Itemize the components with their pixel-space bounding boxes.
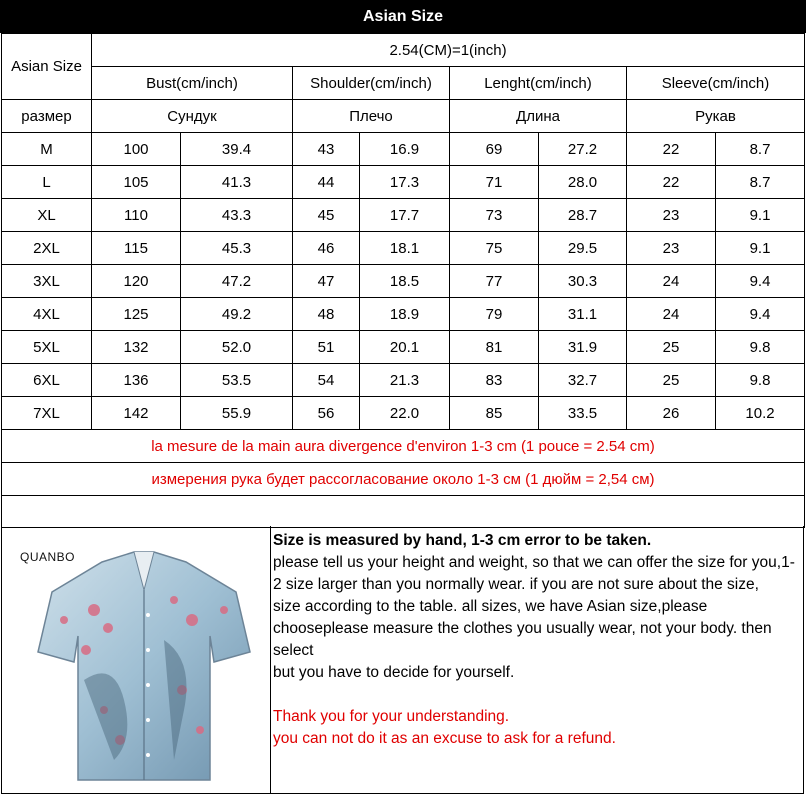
- bust-in-cell: 39.4: [181, 133, 293, 166]
- shoulder-cm-cell: 46: [293, 232, 360, 265]
- size-table: [1, 33, 805, 528]
- bust-header-ru: Сундук: [92, 100, 293, 133]
- length-cm-cell: 69: [450, 133, 539, 166]
- shoulder-header: Shoulder(cm/inch): [293, 67, 450, 100]
- shoulder-cm-cell: 51: [293, 331, 360, 364]
- product-image-cell: [2, 526, 270, 793]
- sleeve-in-cell: 9.1: [716, 232, 805, 265]
- bust-cm-cell: 110: [92, 199, 181, 232]
- length-header: Lenght(cm/inch): [450, 67, 627, 100]
- bust-in-cell: 47.2: [181, 265, 293, 298]
- asian-size-header: Asian Size: [2, 34, 92, 100]
- table-row: [2, 166, 805, 199]
- length-cm-cell: 81: [450, 331, 539, 364]
- sleeve-cm-cell: 23: [627, 232, 716, 265]
- header-row-conversion: [2, 34, 805, 67]
- sleeve-cm-cell: 24: [627, 265, 716, 298]
- sleeve-cm-cell: 26: [627, 397, 716, 430]
- length-in-cell: 32.7: [539, 364, 627, 397]
- length-cm-cell: 75: [450, 232, 539, 265]
- table-row: [2, 331, 805, 364]
- sleeve-cm-cell: 25: [627, 364, 716, 397]
- length-in-cell: 29.5: [539, 232, 627, 265]
- shoulder-in-cell: 22.0: [360, 397, 450, 430]
- bust-cm-cell: 120: [92, 265, 181, 298]
- shoulder-in-cell: 17.3: [360, 166, 450, 199]
- shoulder-in-cell: 20.1: [360, 331, 450, 364]
- bust-cm-cell: 136: [92, 364, 181, 397]
- sleeve-cm-cell: 24: [627, 298, 716, 331]
- sleeve-cm-cell: 25: [627, 331, 716, 364]
- sleeve-in-cell: 9.8: [716, 364, 805, 397]
- bust-in-cell: 45.3: [181, 232, 293, 265]
- length-cm-cell: 83: [450, 364, 539, 397]
- header-row-en: [2, 67, 805, 100]
- shoulder-cm-cell: 45: [293, 199, 360, 232]
- bust-cm-cell: 100: [92, 133, 181, 166]
- bust-in-cell: 49.2: [181, 298, 293, 331]
- sleeve-in-cell: 9.8: [716, 331, 805, 364]
- sleeve-cm-cell: 22: [627, 166, 716, 199]
- bust-in-cell: 53.5: [181, 364, 293, 397]
- shoulder-header-ru: Плечо: [293, 100, 450, 133]
- sleeve-in-cell: 9.1: [716, 199, 805, 232]
- column-divider: [270, 526, 271, 793]
- size-cell: 2XL: [2, 232, 92, 265]
- razmer-header: размер: [2, 100, 92, 133]
- bust-cm-cell: 132: [92, 331, 181, 364]
- shoulder-in-cell: 17.7: [360, 199, 450, 232]
- shoulder-in-cell: 18.5: [360, 265, 450, 298]
- size-cell: 6XL: [2, 364, 92, 397]
- length-cm-cell: 77: [450, 265, 539, 298]
- length-cm-cell: 85: [450, 397, 539, 430]
- bust-cm-cell: 115: [92, 232, 181, 265]
- shirt-image: [24, 540, 264, 790]
- refund-text: you can not do it as an excuse to ask for a refund.: [273, 730, 616, 747]
- sleeve-header-ru: Рукав: [627, 100, 805, 133]
- thanks-text: Thank you for your understanding.: [273, 708, 510, 725]
- blank-row: [2, 496, 805, 528]
- product-info-section: [1, 526, 804, 794]
- blank-cell: [2, 496, 805, 528]
- table-row: [2, 232, 805, 265]
- sleeve-cm-cell: 23: [627, 199, 716, 232]
- size-cell: M: [2, 133, 92, 166]
- sleeve-header: Sleeve(cm/inch): [627, 67, 805, 100]
- note-row-french: [2, 430, 805, 463]
- length-cm-cell: 73: [450, 199, 539, 232]
- table-row: [2, 265, 805, 298]
- shoulder-in-cell: 16.9: [360, 133, 450, 166]
- length-in-cell: 28.7: [539, 199, 627, 232]
- bust-cm-cell: 125: [92, 298, 181, 331]
- length-cm-cell: 71: [450, 166, 539, 199]
- bust-in-cell: 52.0: [181, 331, 293, 364]
- sleeve-in-cell: 9.4: [716, 298, 805, 331]
- length-in-cell: 31.9: [539, 331, 627, 364]
- brand-logo: QUANBO: [20, 550, 76, 564]
- shoulder-cm-cell: 47: [293, 265, 360, 298]
- bust-cm-cell: 142: [92, 397, 181, 430]
- bust-cm-cell: 105: [92, 166, 181, 199]
- header-row-ru: [2, 100, 805, 133]
- shoulder-cm-cell: 43: [293, 133, 360, 166]
- russian-note: измерения рука будет рассогласование около 1-3 см (1 дюйм = 2,54 см): [2, 463, 805, 496]
- sleeve-cm-cell: 22: [627, 133, 716, 166]
- sleeve-in-cell: 10.2: [716, 397, 805, 430]
- table-row: [2, 364, 805, 397]
- shoulder-cm-cell: 56: [293, 397, 360, 430]
- length-in-cell: 33.5: [539, 397, 627, 430]
- description-line-1: please tell us your height and weight, so that we can offer the size for you,1-2 size larger than you normally wear. if you are not sure about the size,: [273, 554, 795, 593]
- size-cell: L: [2, 166, 92, 199]
- bust-in-cell: 41.3: [181, 166, 293, 199]
- length-in-cell: 28.0: [539, 166, 627, 199]
- bust-in-cell: 55.9: [181, 397, 293, 430]
- conversion-header: 2.54(CM)=1(inch): [92, 34, 805, 67]
- bust-header: Bust(cm/inch): [92, 67, 293, 100]
- length-in-cell: 31.1: [539, 298, 627, 331]
- shoulder-cm-cell: 48: [293, 298, 360, 331]
- bust-in-cell: 43.3: [181, 199, 293, 232]
- sleeve-in-cell: 9.4: [716, 265, 805, 298]
- sleeve-in-cell: 8.7: [716, 166, 805, 199]
- table-row: [2, 133, 805, 166]
- shoulder-in-cell: 21.3: [360, 364, 450, 397]
- table-row: [2, 298, 805, 331]
- shoulder-in-cell: 18.1: [360, 232, 450, 265]
- length-in-cell: 30.3: [539, 265, 627, 298]
- description-heading: Size is measured by hand, 1-3 cm error to be taken.: [273, 532, 652, 549]
- size-cell: 4XL: [2, 298, 92, 331]
- size-cell: 3XL: [2, 265, 92, 298]
- spacer: [273, 684, 803, 706]
- shoulder-in-cell: 18.9: [360, 298, 450, 331]
- size-cell: 7XL: [2, 397, 92, 430]
- length-cm-cell: 79: [450, 298, 539, 331]
- length-header-ru: Длина: [450, 100, 627, 133]
- table-row: [2, 199, 805, 232]
- shoulder-cm-cell: 44: [293, 166, 360, 199]
- description-line-2: size according to the table. all sizes, we have Asian size,please chooseplease measure the clothes you usually wear, not your body. then select: [273, 598, 772, 659]
- table-row: [2, 397, 805, 430]
- size-cell: 5XL: [2, 331, 92, 364]
- size-cell: XL: [2, 199, 92, 232]
- french-note: la mesure de la main aura divergence d'environ 1-3 cm (1 pouce = 2.54 cm): [2, 430, 805, 463]
- shoulder-cm-cell: 54: [293, 364, 360, 397]
- page-title: Asian Size: [0, 0, 806, 33]
- description-line-3: but you have to decide for yourself.: [273, 664, 515, 681]
- length-in-cell: 27.2: [539, 133, 627, 166]
- note-row-russian: [2, 463, 805, 496]
- description-cell: [273, 526, 803, 793]
- sleeve-in-cell: 8.7: [716, 133, 805, 166]
